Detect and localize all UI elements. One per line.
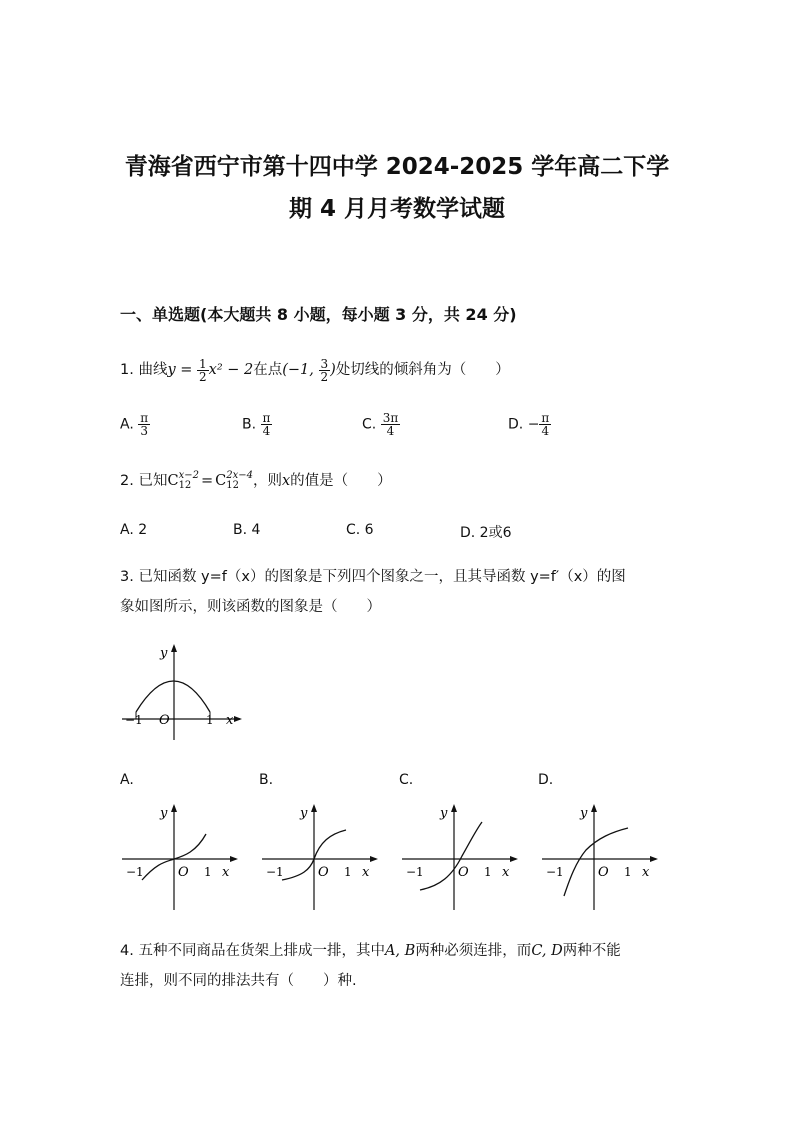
svg-text:O: O	[458, 865, 469, 880]
q3-option-b[interactable]: B.	[259, 772, 274, 788]
combination-formula: C x−2 12 = C 2x−4 12	[167, 470, 253, 491]
svg-text:1: 1	[204, 865, 212, 879]
question-text: 在点	[253, 362, 283, 378]
svg-text:y: y	[580, 806, 588, 821]
question-4-line1: 4. 五种不同商品在货架上排成一排，其中A, B两种必须连排，而C, D两种不能	[120, 943, 621, 959]
point-right: )	[330, 362, 336, 378]
curve	[420, 822, 482, 890]
question-text: 处切线的倾斜角为（ ）	[335, 362, 510, 378]
q1-option-b[interactable]: B. $\frac{\pi}{4}$	[242, 411, 271, 438]
variable-x: x	[281, 473, 291, 489]
q1-option-d[interactable]: D. − $\frac{\pi}{4}$	[508, 411, 550, 438]
question-text: 曲线	[138, 362, 168, 378]
q3-option-a[interactable]: A.	[120, 772, 134, 788]
fraction: $\frac{3}{2}$	[320, 356, 329, 384]
y-axis-arrow	[171, 644, 177, 652]
question-number: 2.	[120, 473, 134, 489]
tick-label-1: 1	[206, 713, 214, 727]
q2-option-b[interactable]: B. 4	[233, 522, 261, 538]
q3-option-d[interactable]: D.	[538, 772, 554, 788]
graph-option-c[interactable]	[398, 800, 523, 912]
graph-option-b[interactable]	[258, 800, 383, 912]
svg-text:O: O	[178, 865, 189, 880]
q2-option-d[interactable]: D. 2或6	[460, 525, 512, 541]
curve	[564, 828, 628, 896]
svg-text:y: y	[300, 806, 308, 821]
formula-func: y =	[167, 362, 198, 378]
formula-func-rest: x² − 2	[208, 362, 254, 378]
origin-label: O	[159, 713, 170, 728]
curve	[136, 681, 210, 712]
svg-text:x: x	[502, 865, 510, 880]
svg-text:x: x	[222, 865, 230, 880]
svg-text:y: y	[160, 806, 168, 821]
svg-text:O: O	[598, 865, 609, 880]
svg-text:−1: −1	[126, 865, 144, 879]
svg-text:1: 1	[484, 865, 492, 879]
derivative-graph	[118, 640, 248, 745]
point-left: (−1,	[282, 362, 319, 378]
question-4-line2: 连排，则不同的排法共有（ ）种.	[120, 973, 357, 989]
fraction: $\frac{1}{2}$	[199, 356, 207, 384]
fraction: $\frac{3\pi}{4}$	[382, 411, 399, 438]
question-3-line1: 3. 已知函数 y=f（x）的图象是下列四个图象之一，且其导函数 y=f′（x）的图	[120, 569, 626, 585]
document-title-line2: 期 4 月月考数学试题	[288, 196, 506, 222]
tick-label-neg1: −1	[125, 713, 143, 727]
fraction: $\frac{\pi}{3}$	[140, 411, 149, 438]
q1-option-a[interactable]: A. $\frac{\pi}{3}$	[120, 411, 149, 438]
svg-text:1: 1	[624, 865, 632, 879]
svg-text:−1: −1	[406, 865, 424, 879]
svg-text:−1: −1	[546, 865, 564, 879]
question-2	[120, 466, 392, 496]
question-number: 1.	[120, 362, 134, 378]
section-heading: 一、单选题(本大题共 8 小题，每小题 3 分，共 24 分)	[120, 305, 517, 324]
q1-option-c[interactable]: C. $\frac{3\pi}{4}$	[362, 411, 399, 438]
fraction: $\frac{\pi}{4}$	[262, 411, 271, 438]
fraction: $\frac{\pi}{4}$	[541, 411, 550, 438]
document-title-line1: 青海省西宁市第十四中学 2024-2025 学年高二下学	[124, 154, 670, 180]
math-cd: C, D	[531, 943, 563, 959]
question-1	[120, 355, 510, 385]
y-label: y	[160, 646, 168, 661]
q3-option-c[interactable]: C.	[399, 772, 414, 788]
svg-text:−1: −1	[266, 865, 284, 879]
question-text: 的值是（ ）	[290, 473, 392, 489]
svg-text:x: x	[642, 865, 650, 880]
x-label: x	[226, 713, 234, 728]
q2-option-c[interactable]: C. 6	[346, 522, 374, 538]
question-3-line2: 象如图所示，则该函数的图象是（ ）	[120, 599, 381, 615]
x-axis-arrow	[234, 716, 242, 722]
question-text: 已知	[138, 473, 168, 489]
q2-option-a[interactable]: A. 2	[120, 522, 148, 538]
graph-option-a[interactable]	[118, 800, 243, 912]
svg-text:O: O	[318, 865, 329, 880]
question-text: ，则	[252, 473, 282, 489]
svg-text:1: 1	[344, 865, 352, 879]
math-ab: A, B	[384, 943, 416, 959]
graph-option-d[interactable]	[538, 800, 663, 912]
svg-text:y: y	[440, 806, 448, 821]
svg-text:x: x	[362, 865, 370, 880]
